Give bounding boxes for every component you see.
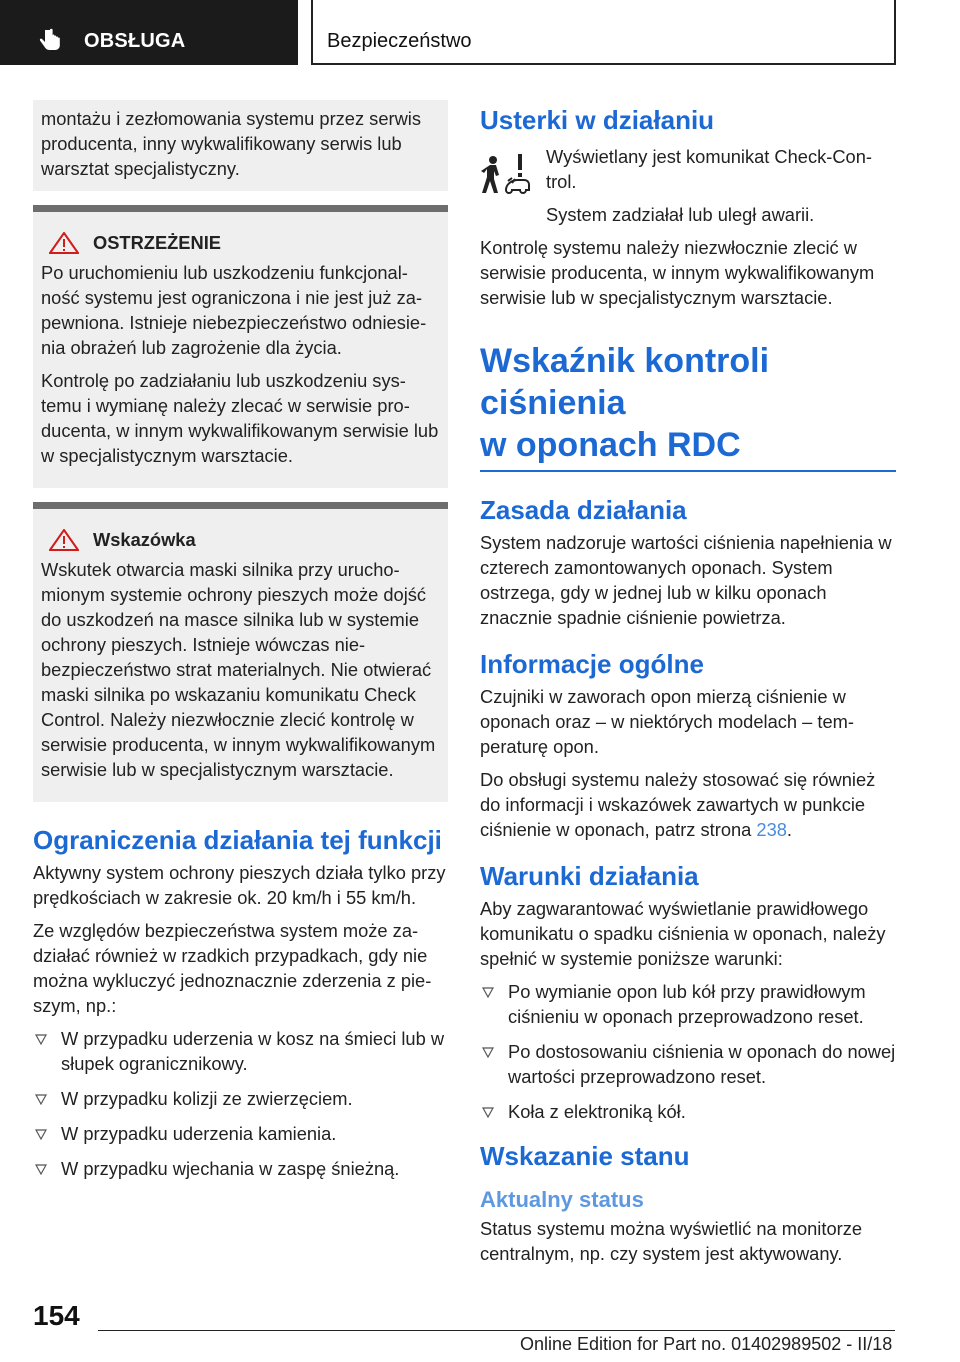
bullet-triangle-icon (482, 1107, 494, 1118)
list-item: W przypadku uderzenia kamienia. (33, 1121, 448, 1146)
footer-divider (98, 1330, 895, 1331)
bullet-triangle-icon (35, 1034, 47, 1045)
general-paragraph-2: Do obsługi systemu należy stosować się również do informacji i wskazówek zawartych w punkcie ciśnienie w oponach, patrz strona 238. (480, 769, 876, 840)
faults-message-2: System zadziałał lub uległ awarii. (546, 204, 815, 225)
rdc-heading (480, 340, 896, 466)
bullet-triangle-icon (35, 1164, 47, 1175)
page-number: 154 (33, 1300, 80, 1331)
limits-list (33, 1026, 448, 1181)
warning-title (41, 232, 440, 254)
note-box (33, 502, 448, 802)
caution-triangle-icon (49, 529, 79, 551)
note-paragraph-1: Wskutek otwarcia maski silnika przy uruchomionym systemie ochrony pieszych może dojść do uszkodzeń na masce silnika lub w systemie ochrony pieszych. Istnieje wówczas niebezpieczeństwo strat materialnych. Nie otwierać maski silnika po wskazaniu komunikatu Check Control. Należy niezwłocznie zlecić kontrolę w serwisie producenta, w innym wykwalifikowanym serwisie lub w specjalistycznym warsztacie. (41, 559, 436, 780)
warning-paragraph-1: Po uruchomieniu lub uszkodzeniu funkcjonalność systemu jest ograniczona i nie jest już zapewniona. Istnieje niebezpieczeństwo odniesienia obrażeń lub zagrożenie dla życia. (41, 262, 427, 358)
list-item: Po wymianie opon lub kół przy prawidłowym ciśnieniu w oponach przeprowadzono reset. (480, 979, 896, 1029)
list-item: W przypadku wjechania w zaspę śnieżną. (33, 1156, 448, 1181)
list-item: Po dostosowaniu ciśnienia w oponach do nowej wartości przeprowadzono reset. (480, 1039, 896, 1089)
general-paragraph-1: Czujniki w zaworach opon mierzą ciśnienie w oponach oraz – w niektórych modelach – temperaturę opon. (480, 686, 854, 757)
status-paragraph-1: Status systemu można wyświetlić na monitorze centralnym, np. czy system jest aktywowany. (480, 1218, 863, 1264)
faults-message-block (480, 144, 896, 227)
intro-box (33, 100, 448, 191)
general-heading: Informacje ogólne (480, 649, 704, 679)
status-heading: Wskazanie stanu (480, 1141, 690, 1171)
header-section-tab (0, 0, 298, 65)
principle-heading: Zasada działania (480, 495, 687, 525)
list-item: W przypadku uderzenia w kosz na śmieci lub w słupek ogranicznikowy. (33, 1026, 448, 1076)
subsection-title: Bezpieczeństwo (327, 30, 472, 52)
intro-text: montażu i zezłomowania systemu przez serwis producenta, inny wykwalifikowany serwis lub warsztat specjalistyczny. (41, 108, 421, 179)
conditions-list (480, 979, 896, 1124)
faults-messages (546, 144, 896, 227)
bullet-triangle-icon (35, 1129, 47, 1140)
page-reference-link[interactable]: 238 (756, 819, 787, 840)
conditions-heading: Warunki działania (480, 861, 699, 891)
limits-paragraph-2: Ze względów bezpieczeństwa system może zadziałać również w rzadkich przypadkach, gdy nie można wykluczyć jednoznacznie zderzenia z pieszym, np.: (33, 920, 432, 1016)
warning-title-text: OSTRZEŻENIE (93, 232, 221, 253)
header-subsection-tab (311, 0, 896, 65)
faults-paragraph-1: Kontrolę systemu należy niezwłocznie zlecić w serwisie producenta, w innym wykwalifikowanym serwisie lub w specjalistycznym warsztacie. (480, 237, 875, 308)
note-title (41, 529, 440, 551)
section-title: OBSŁUGA (84, 30, 186, 52)
bullet-triangle-icon (482, 1047, 494, 1058)
principle-paragraph-1: System nadzoruje wartości ciśnienia napełnienia w czterech zamontowanych oponach. System ostrzega, gdy w jednej lub w kilku oponach znacznie spadnie ciśnienie powietrza. (480, 532, 892, 628)
bullet-triangle-icon (35, 1094, 47, 1105)
status-subheading: Aktualny status (480, 1187, 644, 1212)
heading-divider (480, 470, 896, 472)
faults-message-1: Wyświetlany jest komunikat Check-Control. (546, 146, 872, 192)
warning-box (33, 205, 448, 488)
pedestrian-protection-icon (480, 150, 532, 202)
warning-paragraph-2: Kontrolę po zadziałaniu lub uszkodzeniu systemu i wymianę należy zlecać w serwisie producenta, w innym wykwalifikowanym serwisie lub w specjalistycznym warsztacie. (41, 370, 439, 466)
right-column (480, 100, 896, 1274)
limits-paragraph-1: Aktywny system ochrony pieszych działa tylko przy prędkościach w zakresie ok. 20 km/h i 55 km/h. (33, 862, 446, 908)
list-item: Koła z elektroniką kół. (480, 1099, 896, 1124)
warning-triangle-icon (49, 232, 79, 254)
note-title-text: Wskazówka (93, 529, 196, 550)
limits-heading: Ograniczenia działania tej funkcji (33, 825, 442, 855)
edition-note: Online Edition for Part no. 01402989502 - II/18 (520, 1334, 893, 1354)
conditions-paragraph-1: Aby zagwarantować wyświetlanie prawidłowego komunikatu o spadku ciśnienia w oponach, należy spełnić w systemie poniższe warunki: (480, 898, 886, 969)
bullet-triangle-icon (482, 987, 494, 998)
rdc-heading-line-1: Wskaźnik kontroli ciśnienia (480, 342, 770, 422)
list-item: W przypadku kolizji ze zwierzęciem. (33, 1086, 448, 1111)
faults-heading: Usterki w działaniu (480, 105, 715, 135)
rdc-heading-line-2: w oponach RDC (480, 426, 741, 464)
left-column (33, 100, 448, 1191)
hand-pointer-icon (38, 27, 64, 53)
